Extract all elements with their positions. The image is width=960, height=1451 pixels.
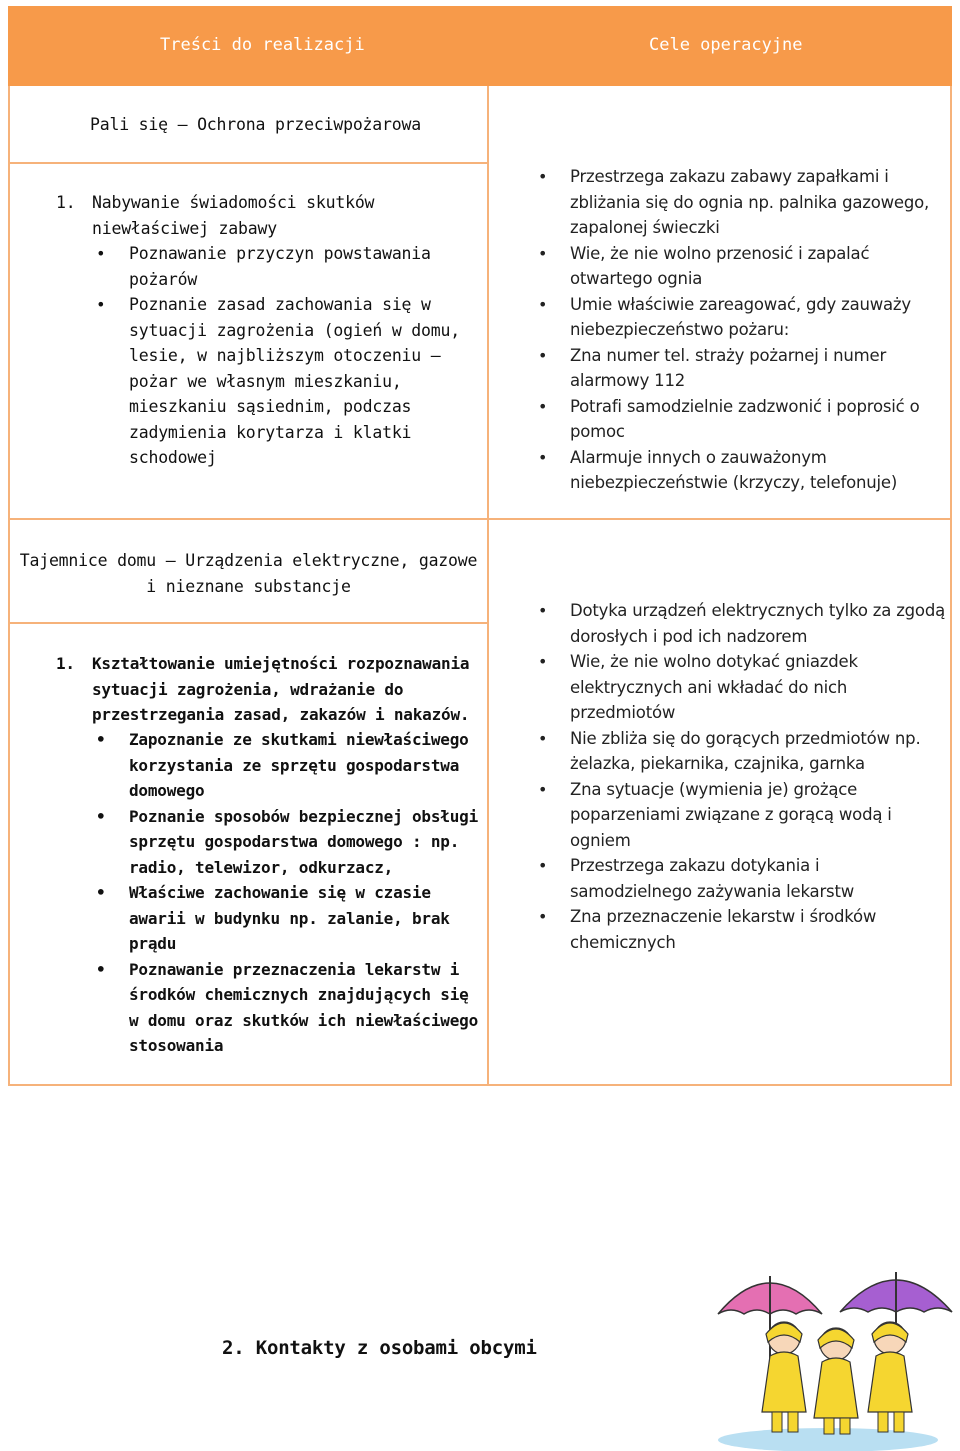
child-middle <box>814 1328 858 1434</box>
border-middle <box>487 86 489 1086</box>
title1-underline <box>8 162 487 164</box>
child-right <box>868 1322 912 1432</box>
list-item: • Poznawanie przeznaczenia lekarstw i środków chemicznych znajdujących się w domu oraz skutków ich niewłaściwego stosowania <box>129 957 479 1059</box>
list-item: • Przestrzega zakazu dotykania i samodzielnego zażywania lekarstw <box>570 853 945 904</box>
list-item: • Wie, że nie wolno przenosić i zapalać otwartego ognia <box>570 241 945 292</box>
border-left <box>8 86 10 1086</box>
table-header <box>8 6 952 86</box>
list-item: • Zapoznanie ze skutkami niewłaściwego korzystania ze sprzętu gospodarstwa domowego <box>129 727 479 804</box>
section1-title: Pali się – Ochrona przeciwpożarowa <box>90 115 421 134</box>
section2-goal-number: 1. <box>56 654 75 673</box>
section2-objectives <box>570 598 945 955</box>
border-right <box>950 86 952 1086</box>
section1-goal-number: 1. <box>56 193 76 212</box>
list-item: • Wie, że nie wolno dotykać gniazdek elektrycznych ani wkładać do nich przedmiotów <box>570 649 945 726</box>
section2-items <box>129 727 479 1059</box>
list-item: • Przestrzega zakazu zabawy zapałkami i zbliżania się do ognia np. palnika gazowego, zapalonej świeczki <box>570 164 945 241</box>
child-left <box>762 1322 806 1432</box>
list-item: • Właściwe zachowanie się w czasie awarii w budynku np. zalanie, brak prądu <box>129 880 479 957</box>
list-item: • Poznanie sposobów bezpiecznej obsługi sprzętu gospodarstwa domowego : np. radio, telewizor, odkurzacz, <box>129 804 479 881</box>
list-item: • Alarmuje innych o zauważonym niebezpieczeństwie (krzyczy, telefonuje) <box>570 445 945 496</box>
list-item: • Potrafi samodzielnie zadzwonić i poprosić o pomoc <box>570 394 945 445</box>
section1-items <box>129 241 474 471</box>
list-item: • Umie właściwie zareagować, gdy zauważy niebezpieczeństwo pożaru: <box>570 292 945 343</box>
header-col2: Cele operacyjne <box>649 35 803 55</box>
list-item: • Poznawanie przyczyn powstawania pożarów <box>129 241 474 292</box>
section3-heading: 2. Kontakty z osobami obcymi <box>222 1337 537 1359</box>
border-bottom <box>8 1084 952 1086</box>
section1-goal: Nabywanie świadomości skutków niewłaściwej zabawy <box>92 193 375 238</box>
list-item: • Poznanie zasad zachowania się w sytuacji zagrożenia (ogień w domu, lesie, w najbliższym otoczeniu – pożar we własnym mieszkaniu, mieszkaniu sąsiednim, podczas zadymienia korytarza i klatki schodowej <box>129 292 474 471</box>
list-item: • Zna sytuacje (wymienia je) grożące poparzeniami związane z gorącą wodą i ogniem <box>570 777 945 854</box>
children-umbrellas-illustration <box>700 1262 960 1451</box>
border-section-split <box>8 518 952 520</box>
list-item: • Nie zbliża się do gorących przedmiotów np. żelazka, piekarnika, czajnika, garnka <box>570 726 945 777</box>
title2-underline <box>8 622 487 624</box>
list-item: • Zna przeznaczenie lekarstw i środków chemicznych <box>570 904 945 955</box>
list-item: • Zna numer tel. straży pożarnej i numer alarmowy 112 <box>570 343 945 394</box>
list-item: • Dotyka urządzeń elektrycznych tylko za zgodą dorosłych i pod ich nadzorem <box>570 598 945 649</box>
section2-goal: Kształtowanie umiejętności rozpoznawania sytuacji zagrożenia, wdrażanie do przestrzegania zasad, zakazów i nakazów. <box>92 654 470 724</box>
section2-title: Tajemnice domu – Urządzenia elektryczne, gazowe i nieznane substancje <box>19 551 478 596</box>
section1-objectives <box>570 164 945 496</box>
header-col1: Treści do realizacji <box>160 35 365 55</box>
